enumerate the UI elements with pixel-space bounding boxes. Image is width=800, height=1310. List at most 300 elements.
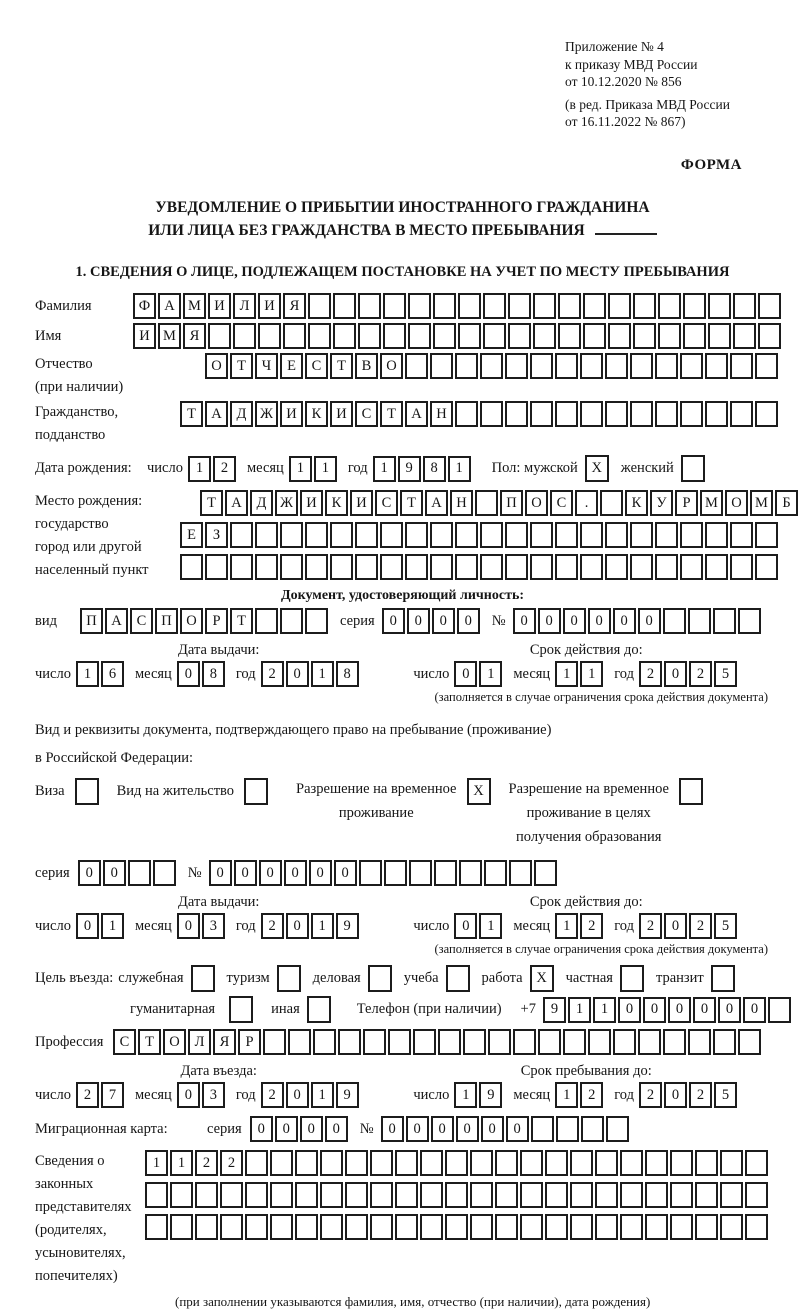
char-cell[interactable] (363, 1029, 386, 1055)
char-cell[interactable] (645, 1214, 668, 1240)
entry-month-input[interactable] (177, 1082, 227, 1108)
char-cell[interactable] (583, 293, 606, 319)
char-cell[interactable] (538, 1029, 561, 1055)
char-cell[interactable] (433, 323, 456, 349)
char-cell[interactable] (483, 323, 506, 349)
char-cell[interactable]: О (525, 490, 548, 516)
char-cell[interactable] (195, 1214, 218, 1240)
char-cell[interactable] (395, 1214, 418, 1240)
char-cell[interactable] (570, 1182, 593, 1208)
char-cell[interactable]: 1 (555, 1082, 578, 1108)
char-cell[interactable] (730, 353, 753, 379)
char-cell[interactable] (688, 608, 711, 634)
char-cell[interactable] (745, 1182, 768, 1208)
char-cell[interactable] (545, 1214, 568, 1240)
char-cell[interactable] (720, 1214, 743, 1240)
char-cell[interactable]: 1 (311, 1082, 334, 1108)
char-cell[interactable] (370, 1214, 393, 1240)
char-cell[interactable] (683, 323, 706, 349)
char-cell[interactable]: В (355, 353, 378, 379)
char-cell[interactable] (605, 401, 628, 427)
permit-number-input[interactable] (209, 860, 559, 886)
char-cell[interactable] (680, 522, 703, 548)
char-cell[interactable] (270, 1214, 293, 1240)
char-cell[interactable] (708, 323, 731, 349)
char-cell[interactable]: 5 (714, 1082, 737, 1108)
char-cell[interactable]: Е (180, 522, 203, 548)
char-cell[interactable]: И (208, 293, 231, 319)
purpose-study-checkbox[interactable] (446, 965, 470, 992)
char-cell[interactable] (480, 522, 503, 548)
char-cell[interactable]: 2 (261, 1082, 284, 1108)
purpose-business-checkbox[interactable] (368, 965, 392, 992)
char-cell[interactable]: О (725, 490, 748, 516)
char-cell[interactable]: О (180, 608, 203, 634)
birth-place-row3-input[interactable] (180, 554, 800, 580)
char-cell[interactable] (408, 293, 431, 319)
char-cell[interactable] (455, 353, 478, 379)
char-cell[interactable]: 0 (668, 997, 691, 1023)
char-cell[interactable]: Б (775, 490, 798, 516)
char-cell[interactable] (606, 1116, 629, 1142)
char-cell[interactable] (545, 1182, 568, 1208)
char-cell[interactable] (533, 323, 556, 349)
permit-issue-day-input[interactable] (76, 913, 126, 939)
char-cell[interactable] (383, 293, 406, 319)
char-cell[interactable]: М (183, 293, 206, 319)
char-cell[interactable] (170, 1214, 193, 1240)
char-cell[interactable]: А (405, 401, 428, 427)
char-cell[interactable]: 8 (423, 456, 446, 482)
char-cell[interactable]: 1 (555, 661, 578, 687)
char-cell[interactable] (470, 1214, 493, 1240)
char-cell[interactable]: 0 (618, 997, 641, 1023)
char-cell[interactable] (738, 1029, 761, 1055)
char-cell[interactable] (605, 353, 628, 379)
doc-issue-month-input[interactable] (177, 661, 227, 687)
char-cell[interactable] (405, 353, 428, 379)
char-cell[interactable] (170, 1182, 193, 1208)
char-cell[interactable] (463, 1029, 486, 1055)
permit-issue-year-input[interactable] (261, 913, 361, 939)
char-cell[interactable] (345, 1214, 368, 1240)
char-cell[interactable]: 9 (398, 456, 421, 482)
char-cell[interactable]: 0 (325, 1116, 348, 1142)
char-cell[interactable]: Т (200, 490, 223, 516)
char-cell[interactable]: О (163, 1029, 186, 1055)
char-cell[interactable]: 0 (286, 661, 309, 687)
char-cell[interactable]: 0 (250, 1116, 273, 1142)
char-cell[interactable] (608, 323, 631, 349)
char-cell[interactable] (680, 401, 703, 427)
char-cell[interactable]: 0 (275, 1116, 298, 1142)
char-cell[interactable]: 3 (202, 913, 225, 939)
char-cell[interactable] (245, 1214, 268, 1240)
char-cell[interactable] (555, 522, 578, 548)
char-cell[interactable]: 3 (202, 1082, 225, 1108)
doc-valid-day-input[interactable] (454, 661, 504, 687)
char-cell[interactable] (370, 1182, 393, 1208)
doc-valid-month-input[interactable] (555, 661, 605, 687)
char-cell[interactable]: 7 (101, 1082, 124, 1108)
char-cell[interactable] (345, 1182, 368, 1208)
char-cell[interactable] (413, 1029, 436, 1055)
char-cell[interactable] (558, 293, 581, 319)
char-cell[interactable]: Т (380, 401, 403, 427)
char-cell[interactable] (153, 860, 176, 886)
char-cell[interactable]: 0 (664, 661, 687, 687)
char-cell[interactable]: 5 (714, 661, 737, 687)
char-cell[interactable] (305, 522, 328, 548)
char-cell[interactable]: 1 (311, 661, 334, 687)
char-cell[interactable]: 0 (286, 1082, 309, 1108)
char-cell[interactable]: 0 (381, 1116, 404, 1142)
char-cell[interactable]: 2 (220, 1150, 243, 1176)
char-cell[interactable] (705, 401, 728, 427)
char-cell[interactable]: 1 (454, 1082, 477, 1108)
char-cell[interactable] (556, 1116, 579, 1142)
purpose-work-checkbox[interactable]: X (530, 965, 554, 992)
char-cell[interactable]: Н (430, 401, 453, 427)
char-cell[interactable]: 0 (538, 608, 561, 634)
char-cell[interactable]: 0 (300, 1116, 323, 1142)
char-cell[interactable]: П (500, 490, 523, 516)
permit-series-input[interactable] (78, 860, 178, 886)
char-cell[interactable]: А (225, 490, 248, 516)
char-cell[interactable]: 0 (334, 860, 357, 886)
char-cell[interactable]: 0 (513, 608, 536, 634)
char-cell[interactable]: И (350, 490, 373, 516)
char-cell[interactable] (545, 1150, 568, 1176)
char-cell[interactable] (595, 1214, 618, 1240)
birth-year-input[interactable] (373, 456, 473, 482)
char-cell[interactable]: 0 (382, 608, 405, 634)
char-cell[interactable] (530, 554, 553, 580)
char-cell[interactable]: 1 (314, 456, 337, 482)
char-cell[interactable] (433, 293, 456, 319)
char-cell[interactable]: 1 (373, 456, 396, 482)
char-cell[interactable] (733, 323, 756, 349)
char-cell[interactable] (613, 1029, 636, 1055)
char-cell[interactable]: 5 (714, 913, 737, 939)
migration-series-input[interactable] (250, 1116, 350, 1142)
char-cell[interactable] (358, 293, 381, 319)
char-cell[interactable]: Е (280, 353, 303, 379)
char-cell[interactable] (695, 1182, 718, 1208)
char-cell[interactable] (320, 1214, 343, 1240)
temp-residence-edu-checkbox[interactable] (679, 778, 703, 805)
char-cell[interactable]: 1 (188, 456, 211, 482)
char-cell[interactable] (555, 353, 578, 379)
char-cell[interactable] (420, 1150, 443, 1176)
char-cell[interactable] (458, 323, 481, 349)
char-cell[interactable] (288, 1029, 311, 1055)
char-cell[interactable]: 8 (336, 661, 359, 687)
char-cell[interactable]: 2 (580, 1082, 603, 1108)
profession-input[interactable] (113, 1029, 763, 1055)
char-cell[interactable] (705, 554, 728, 580)
stay-month-input[interactable] (555, 1082, 605, 1108)
char-cell[interactable] (445, 1150, 468, 1176)
char-cell[interactable] (705, 353, 728, 379)
char-cell[interactable] (480, 554, 503, 580)
char-cell[interactable]: 0 (407, 608, 430, 634)
char-cell[interactable] (295, 1214, 318, 1240)
char-cell[interactable] (645, 1150, 668, 1176)
char-cell[interactable] (605, 522, 628, 548)
legal-reps-row3-input[interactable] (145, 1214, 770, 1240)
char-cell[interactable]: Н (450, 490, 473, 516)
char-cell[interactable]: 1 (170, 1150, 193, 1176)
char-cell[interactable] (655, 353, 678, 379)
char-cell[interactable] (128, 860, 151, 886)
char-cell[interactable] (405, 554, 428, 580)
char-cell[interactable] (445, 1182, 468, 1208)
char-cell[interactable] (695, 1214, 718, 1240)
permit-valid-day-input[interactable] (454, 913, 504, 939)
purpose-other-checkbox[interactable] (307, 996, 331, 1023)
char-cell[interactable] (405, 522, 428, 548)
char-cell[interactable] (655, 522, 678, 548)
char-cell[interactable]: 0 (209, 860, 232, 886)
char-cell[interactable]: Т (138, 1029, 161, 1055)
char-cell[interactable]: П (80, 608, 103, 634)
char-cell[interactable]: Т (180, 401, 203, 427)
char-cell[interactable]: И (330, 401, 353, 427)
char-cell[interactable] (495, 1182, 518, 1208)
char-cell[interactable] (630, 353, 653, 379)
char-cell[interactable]: А (158, 293, 181, 319)
char-cell[interactable]: Д (250, 490, 273, 516)
char-cell[interactable]: И (258, 293, 281, 319)
char-cell[interactable]: Т (230, 353, 253, 379)
char-cell[interactable] (195, 1182, 218, 1208)
char-cell[interactable] (455, 522, 478, 548)
char-cell[interactable] (308, 293, 331, 319)
char-cell[interactable]: М (700, 490, 723, 516)
char-cell[interactable] (459, 860, 482, 886)
char-cell[interactable]: 1 (101, 913, 124, 939)
char-cell[interactable]: Д (230, 401, 253, 427)
phone-input[interactable] (543, 997, 793, 1023)
char-cell[interactable] (145, 1214, 168, 1240)
char-cell[interactable] (280, 608, 303, 634)
char-cell[interactable] (755, 522, 778, 548)
char-cell[interactable] (720, 1150, 743, 1176)
char-cell[interactable] (768, 997, 791, 1023)
char-cell[interactable] (530, 401, 553, 427)
char-cell[interactable]: А (105, 608, 128, 634)
char-cell[interactable]: 8 (202, 661, 225, 687)
char-cell[interactable]: Я (213, 1029, 236, 1055)
char-cell[interactable] (280, 554, 303, 580)
char-cell[interactable]: 0 (664, 913, 687, 939)
char-cell[interactable] (663, 1029, 686, 1055)
gender-male-checkbox[interactable]: X (585, 455, 609, 482)
char-cell[interactable] (245, 1182, 268, 1208)
char-cell[interactable] (570, 1214, 593, 1240)
char-cell[interactable]: 0 (76, 913, 99, 939)
char-cell[interactable]: 0 (78, 860, 101, 886)
char-cell[interactable]: 1 (311, 913, 334, 939)
permit-issue-month-input[interactable] (177, 913, 227, 939)
char-cell[interactable]: 0 (481, 1116, 504, 1142)
char-cell[interactable]: 0 (456, 1116, 479, 1142)
char-cell[interactable] (655, 554, 678, 580)
char-cell[interactable]: 0 (563, 608, 586, 634)
char-cell[interactable] (758, 293, 781, 319)
char-cell[interactable]: С (355, 401, 378, 427)
char-cell[interactable] (255, 608, 278, 634)
char-cell[interactable]: 1 (76, 661, 99, 687)
char-cell[interactable] (145, 1182, 168, 1208)
char-cell[interactable]: Ж (255, 401, 278, 427)
char-cell[interactable]: К (305, 401, 328, 427)
char-cell[interactable] (475, 490, 498, 516)
char-cell[interactable] (409, 860, 432, 886)
char-cell[interactable] (730, 522, 753, 548)
char-cell[interactable]: М (158, 323, 181, 349)
char-cell[interactable]: 1 (555, 913, 578, 939)
char-cell[interactable]: 1 (145, 1150, 168, 1176)
char-cell[interactable] (280, 522, 303, 548)
char-cell[interactable] (333, 323, 356, 349)
char-cell[interactable] (680, 353, 703, 379)
char-cell[interactable] (470, 1150, 493, 1176)
char-cell[interactable] (745, 1150, 768, 1176)
char-cell[interactable]: З (205, 522, 228, 548)
doc-issue-day-input[interactable] (76, 661, 126, 687)
char-cell[interactable] (208, 323, 231, 349)
char-cell[interactable] (380, 522, 403, 548)
char-cell[interactable] (705, 522, 728, 548)
char-cell[interactable]: 2 (261, 661, 284, 687)
char-cell[interactable] (495, 1214, 518, 1240)
char-cell[interactable] (384, 860, 407, 886)
char-cell[interactable] (488, 1029, 511, 1055)
char-cell[interactable] (620, 1150, 643, 1176)
char-cell[interactable]: 9 (479, 1082, 502, 1108)
char-cell[interactable] (230, 522, 253, 548)
char-cell[interactable] (658, 293, 681, 319)
char-cell[interactable] (434, 860, 457, 886)
purpose-humanitarian-checkbox[interactable] (229, 996, 253, 1023)
residence-permit-checkbox[interactable] (244, 778, 268, 805)
char-cell[interactable]: Я (183, 323, 206, 349)
patronymic-input[interactable] (205, 353, 780, 379)
char-cell[interactable] (583, 323, 606, 349)
char-cell[interactable]: Л (233, 293, 256, 319)
char-cell[interactable] (233, 323, 256, 349)
char-cell[interactable]: 2 (639, 661, 662, 687)
doc-number-input[interactable] (513, 608, 763, 634)
char-cell[interactable] (458, 293, 481, 319)
char-cell[interactable] (531, 1116, 554, 1142)
char-cell[interactable] (420, 1182, 443, 1208)
char-cell[interactable] (755, 401, 778, 427)
char-cell[interactable]: 0 (432, 608, 455, 634)
char-cell[interactable]: 2 (689, 1082, 712, 1108)
char-cell[interactable] (713, 1029, 736, 1055)
purpose-private-checkbox[interactable] (620, 965, 644, 992)
char-cell[interactable] (455, 554, 478, 580)
char-cell[interactable]: 0 (643, 997, 666, 1023)
char-cell[interactable] (758, 323, 781, 349)
char-cell[interactable] (630, 401, 653, 427)
char-cell[interactable] (580, 401, 603, 427)
char-cell[interactable]: 2 (689, 661, 712, 687)
char-cell[interactable] (230, 554, 253, 580)
char-cell[interactable] (533, 293, 556, 319)
char-cell[interactable]: Ф (133, 293, 156, 319)
char-cell[interactable] (580, 353, 603, 379)
char-cell[interactable] (408, 323, 431, 349)
char-cell[interactable] (505, 522, 528, 548)
char-cell[interactable]: 0 (177, 661, 200, 687)
char-cell[interactable] (558, 323, 581, 349)
char-cell[interactable] (283, 323, 306, 349)
char-cell[interactable] (663, 608, 686, 634)
char-cell[interactable]: 9 (336, 1082, 359, 1108)
char-cell[interactable] (730, 401, 753, 427)
char-cell[interactable]: 0 (638, 608, 661, 634)
char-cell[interactable] (445, 1214, 468, 1240)
char-cell[interactable] (359, 860, 382, 886)
char-cell[interactable]: 0 (177, 1082, 200, 1108)
char-cell[interactable]: 0 (718, 997, 741, 1023)
char-cell[interactable] (633, 323, 656, 349)
entry-day-input[interactable] (76, 1082, 126, 1108)
char-cell[interactable] (580, 522, 603, 548)
char-cell[interactable]: 0 (664, 1082, 687, 1108)
char-cell[interactable]: К (625, 490, 648, 516)
char-cell[interactable] (255, 522, 278, 548)
char-cell[interactable] (680, 554, 703, 580)
permit-valid-year-input[interactable] (639, 913, 739, 939)
char-cell[interactable]: А (425, 490, 448, 516)
char-cell[interactable] (530, 522, 553, 548)
char-cell[interactable] (509, 860, 532, 886)
char-cell[interactable]: 2 (689, 913, 712, 939)
char-cell[interactable] (670, 1214, 693, 1240)
char-cell[interactable]: 1 (479, 661, 502, 687)
char-cell[interactable] (520, 1214, 543, 1240)
entry-year-input[interactable] (261, 1082, 361, 1108)
char-cell[interactable] (530, 353, 553, 379)
char-cell[interactable]: С (550, 490, 573, 516)
char-cell[interactable]: У (650, 490, 673, 516)
char-cell[interactable] (305, 608, 328, 634)
char-cell[interactable]: 2 (213, 456, 236, 482)
char-cell[interactable]: О (380, 353, 403, 379)
char-cell[interactable]: М (750, 490, 773, 516)
char-cell[interactable]: 0 (743, 997, 766, 1023)
char-cell[interactable] (633, 293, 656, 319)
char-cell[interactable] (708, 293, 731, 319)
char-cell[interactable] (595, 1150, 618, 1176)
birth-place-row1-input[interactable] (200, 490, 800, 516)
doc-series-input[interactable] (382, 608, 482, 634)
char-cell[interactable] (720, 1182, 743, 1208)
doc-kind-input[interactable] (80, 608, 330, 634)
purpose-transit-checkbox[interactable] (711, 965, 735, 992)
char-cell[interactable] (600, 490, 623, 516)
char-cell[interactable]: 0 (454, 661, 477, 687)
doc-valid-year-input[interactable] (639, 661, 739, 687)
char-cell[interactable] (358, 323, 381, 349)
surname-input[interactable] (133, 293, 783, 319)
char-cell[interactable] (630, 522, 653, 548)
